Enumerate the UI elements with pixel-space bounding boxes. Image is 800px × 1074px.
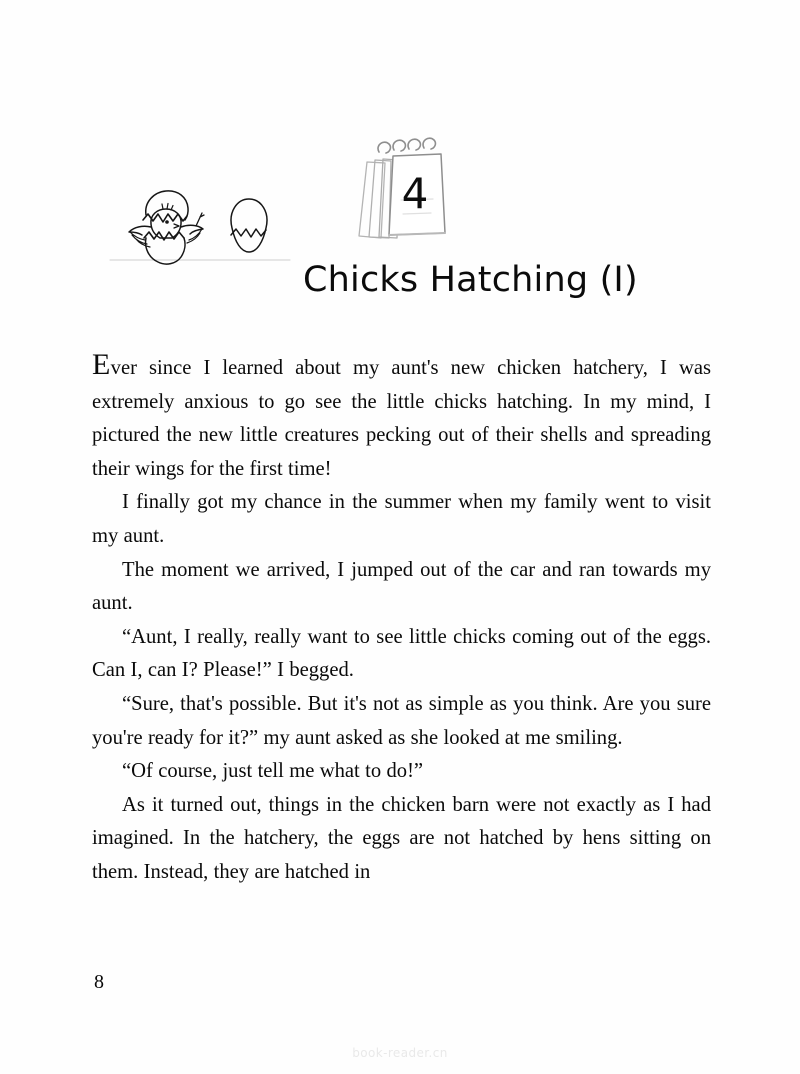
paragraph-text: ver since I learned about my aunt's new chicken hatchery, I was extremely anxious to go see the little chicks hatching. In my mind, I pictured the new little creatures pecking out of their shells and spreading their wings for the first time!	[92, 357, 711, 480]
initial-cap: E	[92, 348, 111, 381]
watermark: book-reader.cn	[352, 1046, 448, 1060]
chapter-number: 4	[401, 169, 429, 218]
chick-eye	[165, 220, 169, 224]
paragraph: As it turned out, things in the chicken barn were not exactly as I had imagined. In the hatchery, the eggs are not hatched by hens sitting on them. Instead, they are hatched in	[92, 793, 711, 883]
chick-feather-up	[196, 213, 204, 226]
flip-calendar-illustration	[345, 130, 465, 255]
chick-beak	[174, 224, 179, 228]
shell-crack-bottom	[144, 232, 184, 240]
body-text	[92, 348, 711, 890]
egg-crack	[231, 229, 266, 237]
paragraph	[92, 348, 711, 486]
paragraph: “Of course, just tell me what to do!”	[122, 760, 424, 783]
paragraph: “Sure, that's possible. But it's not as simple as you think. Are you sure you're ready for it?” my aunt asked as she looked at me smiling.	[92, 692, 711, 749]
chapter-header	[0, 120, 800, 320]
page-number: 8	[94, 971, 104, 993]
calendar-spiral-binding	[378, 138, 435, 153]
paragraph: I finally got my chance in the summer when my family went to visit my aunt.	[92, 491, 711, 547]
chick-body	[151, 209, 181, 238]
egg-outline	[231, 199, 267, 252]
chapter-title: Chicks Hatching (I)	[303, 260, 638, 300]
paragraph: The moment we arrived, I jumped out of the car and ran towards my aunt.	[92, 558, 711, 615]
hatching-chick-illustration	[110, 182, 290, 292]
paragraph: “Aunt, I really, really want to see little chicks coming out of the eggs. Can I, can I? Please!” I begged.	[92, 625, 711, 682]
